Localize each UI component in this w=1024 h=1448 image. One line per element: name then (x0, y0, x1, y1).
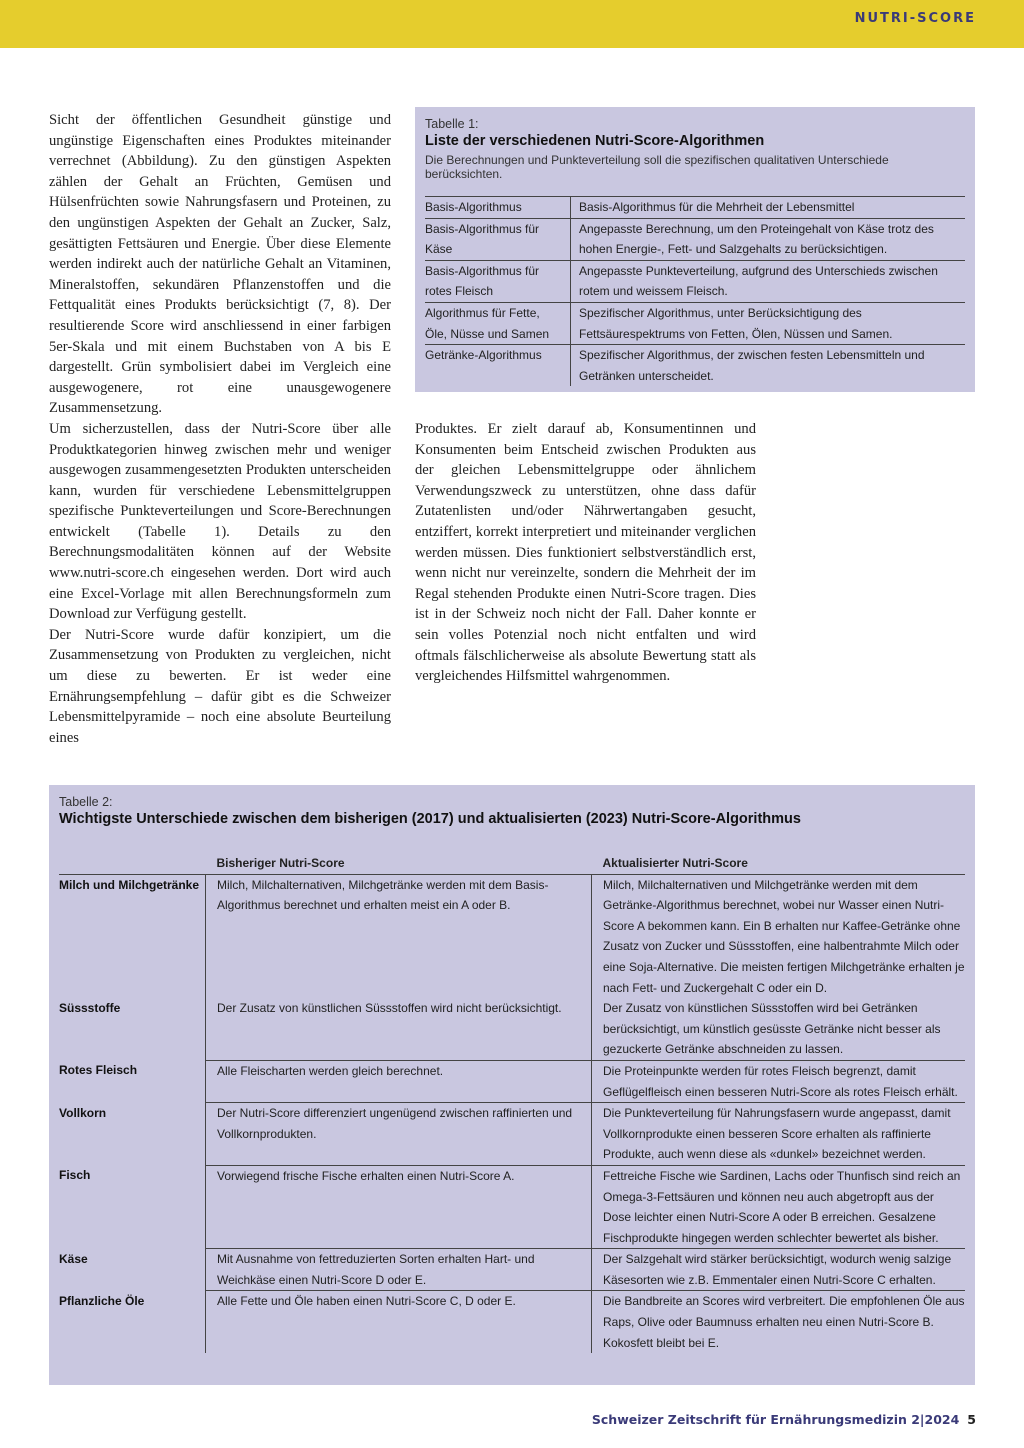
algorithm-table (425, 196, 965, 386)
table-cell: Milch, Milchalternativen und Milchgetränke werden mit dem Getränke-Algorithmus berechnet, wobei nur Wasser einen Nutri-Score A bekommen kann. Ein B erhalten nur Kaffee-Getränke ohne Zusatz von Zucker und Süssstoffen, eine halbentrahmte Milch oder eine Soja-Alternative. Die meisten fertigen Milchgetränke erhalten je nach Fett- und Zuckergehalt C oder ein D. (592, 874, 966, 998)
table-row (59, 1249, 965, 1291)
paragraph: Um sicherzustellen, dass der Nutri-Score über alle Produktkategorien hinweg zwischen mehr und weniger ausgewogen zusammengesetzten Produkten unterscheiden kann, wurden für verschiedene Lebensmittelgruppen spezifische Punkteverteilungen und Score-Berechnungen entwickelt (Tabelle 1). Details zu den Berechnungsmodalitäten können auf der Website www.nutri-score.ch eingesehen werden. Dort wird auch eine Excel-Vorlage mit allen Berechnungsformeln zum Download zur Verfügung gestellt. (49, 420, 391, 623)
table-row (425, 345, 965, 387)
table-row (425, 302, 965, 344)
paragraph: Sicht der öffentlichen Gesundheit günstige und ungünstige Eigenschaften eines Produktes miteinander verrechnet (Abbildung). Zu den günstigen Aspekten zählen der Gehalt an Früchten, Gemüsen und Hülsenfrüchten sowie Nahrungsfasern und Proteinen, zu den ungünstigen Aspekten der Gehalt an Zucker, Salz, gesättigten Fettsäuren und Energie. Über diese Elemente werden indirekt auch der natürliche Gehalt an Vitaminen, Mineralstoffen, sekundären Pflanzenstoffen und die Fettqualität eines Produkts berücksichtigt (7, 8). Der resultierende Score wird anschliessend in einer farbigen 5er-Skala und mit einem Buchstaben von A bis E dargestellt. Grün symbolisiert dabei im Vergleich eine ausgewogenere, rot eine unausgewogenere Zusammensetzung. (49, 112, 391, 417)
table-cell: Vorwiegend frische Fische erhalten einen Nutri-Score A. (206, 1165, 592, 1248)
table-row (59, 1165, 965, 1248)
table-cell: Basis-Algorithmus für die Mehrheit der Lebensmittel (571, 197, 966, 219)
table-row (425, 197, 965, 219)
page-number: 5 (967, 1412, 976, 1427)
row-category: Fisch (59, 1165, 206, 1248)
table-cell: Angepasste Berechnung, um den Proteingehalt von Käse trotz des hohen Energie-, Fett- und Salzgehalts zu berücksichtigen. (571, 218, 966, 260)
table-row (425, 218, 965, 260)
table-cell: Der Nutri-Score differenziert ungenügend zwischen raffinierten und Vollkornprodukten. (206, 1103, 592, 1166)
section-title: NUTRI-SCORE (854, 11, 976, 26)
table-header-row (59, 853, 965, 874)
table-label: Tabelle 1: (425, 117, 479, 131)
table-row (59, 1103, 965, 1166)
table-cell: Die Proteinpunkte werden für rotes Fleisch begrenzt, damit Geflügelfleisch einen besseren Nutri-Score als rotes Fleisch erhält. (592, 1060, 966, 1102)
table-cell: Basis-Algorithmus für rotes Fleisch (425, 260, 571, 302)
table-cell: Angepasste Punkteverteilung, aufgrund des Unterschieds zwischen rotem und weissem Fleisch. (571, 260, 966, 302)
table-row (59, 1060, 965, 1102)
paragraph: Produktes. Er zielt darauf ab, Konsumentinnen und Konsumenten beim Entscheid zwischen Produkten aus der gleichen Lebensmittelgruppe oder ähnlichem Verwendungszweck zu unterstützen, ohne dass dafür Zutatenlisten und/oder Nährwertangaben gesucht, entziffert, korrekt interpretiert und miteinander verglichen werden müssen. Dies funktioniert selbstverständlich erst, wenn nicht nur vereinzelte, sondern die Mehrheit der im Regal stehenden Produkte einen Nutri-Score tragen. Dies ist in der Schweiz noch nicht der Fall. Daher konnte er sein volles Potenzial noch nicht entfalten und wird oftmals fälschlicherweise als absolute Bewertung statt als vergleichendes Hilfsmittel wahrgenommen. (415, 421, 756, 685)
table-row (59, 1291, 965, 1353)
table-cell: Der Zusatz von künstlichen Süssstoffen wird nicht berücksichtigt. (206, 998, 592, 1060)
row-category: Käse (59, 1249, 206, 1291)
table-cell: Algorithmus für Fette, Öle, Nüsse und Samen (425, 302, 571, 344)
table-row (59, 998, 965, 1060)
table-1-box (415, 107, 975, 392)
header-cell-old: Bisheriger Nutri-Score (206, 853, 592, 874)
journal-title: Schweizer Zeitschrift für Ernährungsmedizin 2|2024 (591, 1412, 960, 1427)
table-row (59, 874, 965, 998)
body-column-right (415, 419, 756, 687)
row-category: Milch und Milchgetränke (59, 874, 206, 998)
table-cell: Der Zusatz von künstlichen Süssstoffen wird bei Getränken berücksichtigt, um künstlich gesüsste Getränke nicht besser als gezuckerte Getränke abschneiden zu lassen. (603, 1001, 941, 1057)
comparison-table (59, 853, 965, 1353)
table-cell: Die Punkteverteilung für Nahrungsfasern wurde angepasst, damit Vollkornprodukte einen besseren Score erhalten als raffinierte Produkte, auch wenn diese als «dunkel» bezeichnet werden. (592, 1103, 966, 1166)
table-label: Tabelle 2: (59, 795, 113, 809)
table-subtitle: Die Berechnungen und Punkteverteilung soll die spezifischen qualitativen Unterschiede berücksichten. (425, 153, 889, 181)
row-category: Rotes Fleisch (59, 1060, 206, 1102)
header-cell-new: Aktualisierter Nutri-Score (592, 853, 966, 874)
table-title: Wichtigste Unterschiede zwischen dem bisherigen (2017) und aktualisierten (2023) Nutri-Score-Algorithmus (59, 811, 801, 827)
table-cell: Basis-Algorithmus (425, 197, 571, 219)
body-column-left (49, 110, 391, 748)
table-cell: Basis-Algorithmus für Käse (425, 218, 571, 260)
table-cell: Der Salzgehalt wird stärker berücksichtigt, wodurch wenig salzige Käsesorten wie z.B. Emmentaler einen Nutri-Score C erhalten. (592, 1249, 966, 1291)
table-cell: Fettreiche Fische wie Sardinen, Lachs oder Thunfisch sind reich an Omega-3-Fettsäuren und können neu auch abgetropft aus der Dose leichter einen Nutri-Score A oder B erreichen. Gesalzene Fischprodukte hingegen werden schlechter bewertet als bisher. (592, 1165, 966, 1248)
table-cell: Alle Fette und Öle haben einen Nutri-Score C, D oder E. (206, 1291, 592, 1353)
paragraph: Der Nutri-Score wurde dafür konzipiert, um die Zusammensetzung von Produkten zu vergleichen, nicht um diese zu bewerten. Er ist weder eine Ernährungsempfehlung – dafür gibt es die Schweizer Lebensmittelpyramide – noch eine absolute Beurteilung eines (49, 626, 391, 746)
row-category: Pflanzliche Öle (59, 1291, 206, 1353)
table-cell: Mit Ausnahme von fettreduzierten Sorten erhalten Hart- und Weichkäse einen Nutri-Score D oder E. (206, 1249, 592, 1291)
table-2-box (49, 785, 975, 1385)
table-row (425, 260, 965, 302)
header-cell-empty (59, 853, 206, 874)
table-cell: Milch, Milchalternativen, Milchgetränke werden mit dem Basis-Algorithmus berechnet und erhalten meist ein A oder B. (206, 874, 592, 998)
table-cell: Die Bandbreite an Scores wird verbreitert. Die empfohlenen Öle aus Raps, Olive oder Baumnuss erhalten neu einen Nutri-Score B. Kokosfett bleibt bei E. (592, 1291, 966, 1353)
row-category: Süssstoffe (59, 998, 206, 1060)
row-category: Vollkorn (59, 1103, 206, 1166)
page-footer (592, 1412, 976, 1427)
header-bar (0, 0, 1024, 48)
table-cell: Getränke-Algorithmus (425, 345, 571, 387)
table-cell: Spezifischer Algorithmus, unter Berücksichtigung des Fettsäurespektrums von Fetten, Ölen, Nüssen und Samen. (571, 302, 966, 344)
table-cell: Spezifischer Algorithmus, der zwischen festen Lebensmitteln und Getränken unterscheidet. (571, 345, 966, 387)
table-title: Liste der verschiedenen Nutri-Score-Algorithmen (425, 133, 765, 149)
table-cell: Alle Fleischarten werden gleich berechnet. (206, 1060, 592, 1102)
